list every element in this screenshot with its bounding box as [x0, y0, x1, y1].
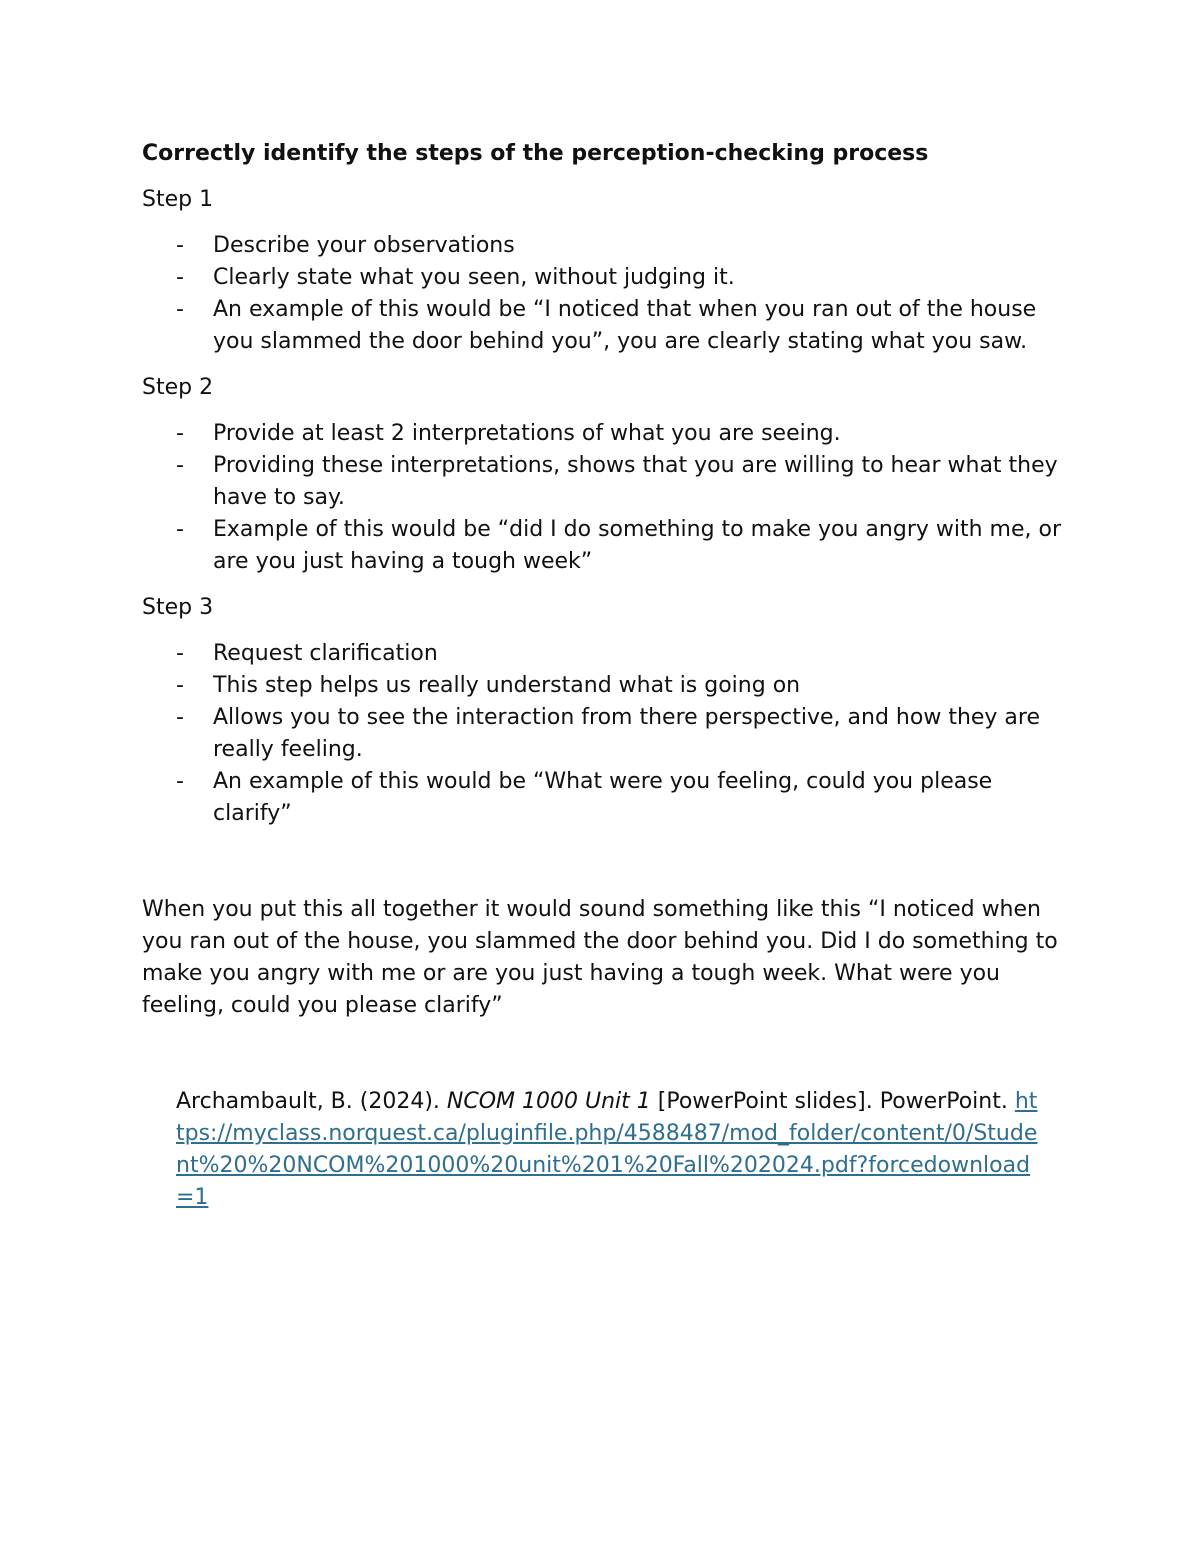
step-3-bullet-list [142, 638, 1072, 830]
bullet-dash: - [176, 453, 184, 478]
list-item [142, 450, 1072, 514]
bullet-text: This step helps us really understand what is going on [213, 673, 801, 698]
list-item [142, 262, 1072, 294]
bullet-dash: - [176, 421, 184, 446]
document-title: Correctly identify the steps of the perception-checking process [142, 141, 929, 166]
reference-link[interactable]: https://myclass.norquest.ca/pluginfile.php/4588487/mod_folder/content/0/Student%20%20NCOM%201000%20unit%201%20Fall%202024.pdf?forcedownload=1 [176, 1089, 1038, 1210]
bullet-text: Provide at least 2 interpretations of what you are seeing. [213, 421, 841, 446]
list-item [142, 294, 1072, 358]
step-3-label: Step 3 [142, 595, 214, 620]
bullet-dash: - [176, 517, 184, 542]
list-item [142, 766, 1072, 830]
bullet-text: An example of this would be “What were you feeling, could you please clarify” [213, 769, 993, 826]
summary-paragraph: When you put this all together it would sound something like this “I noticed when you ran out of the house, you slammed the door behind you. Did I do something to make you angry with me or are you just having a tough week. What were you feeling, could you please clarify” [142, 897, 1058, 1018]
document-body [142, 138, 1072, 1214]
bullet-dash: - [176, 233, 184, 258]
reference-citation [176, 1086, 1046, 1214]
list-item [142, 638, 1072, 670]
bullet-dash: - [176, 705, 184, 730]
bullet-text: Providing these interpretations, shows that you are willing to hear what they have to say. [213, 453, 1058, 510]
list-item [142, 702, 1072, 766]
bullet-text: Describe your observations [213, 233, 515, 258]
list-item [142, 514, 1072, 578]
step-1-bullet-list [142, 230, 1072, 358]
step-2-label: Step 2 [142, 375, 214, 400]
bullet-text: Example of this would be “did I do something to make you angry with me, or are you just having a tough week” [213, 517, 1061, 574]
bullet-text: Clearly state what you seen, without judging it. [213, 265, 735, 290]
bullet-text: Request clarification [213, 641, 438, 666]
step-2-bullet-list [142, 418, 1072, 578]
bullet-dash: - [176, 769, 184, 794]
bullet-dash: - [176, 641, 184, 666]
bullet-dash: - [176, 265, 184, 290]
reference-work-title: NCOM 1000 Unit 1 [446, 1089, 651, 1114]
bullet-text: Allows you to see the interaction from there perspective, and how they are really feeling. [213, 705, 1041, 762]
list-item [142, 670, 1072, 702]
reference-author-date: Archambault, B. (2024). [176, 1089, 447, 1114]
bullet-text: An example of this would be “I noticed that when you ran out of the house you slammed the door behind you”, you are clearly stating what you saw. [213, 297, 1037, 354]
list-item [142, 230, 1072, 262]
step-1-label: Step 1 [142, 187, 214, 212]
reference-description: [PowerPoint slides]. PowerPoint. [650, 1089, 1015, 1114]
bullet-dash: - [176, 297, 184, 322]
bullet-dash: - [176, 673, 184, 698]
list-item [142, 418, 1072, 450]
